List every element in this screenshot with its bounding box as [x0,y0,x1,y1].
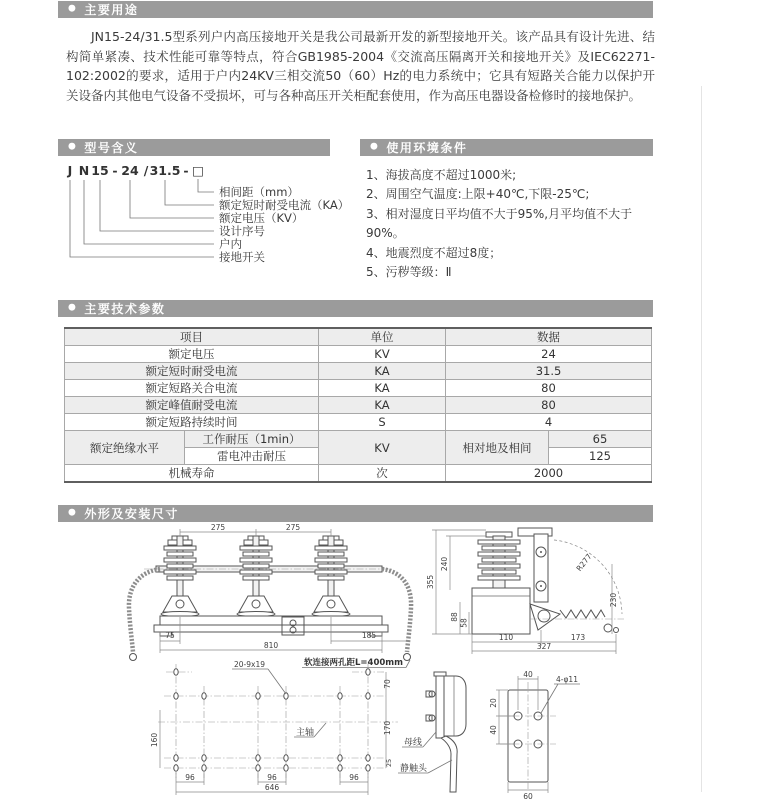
bullet-icon: ● [68,141,78,152]
page-edge-line [701,86,702,792]
svg-text:31.5: 31.5 [149,163,181,178]
svg-text:160: 160 [150,732,159,748]
svg-text:40: 40 [489,725,498,735]
svg-text:额定电压（KV）: 额定电压（KV） [219,211,304,225]
bullet-icon: ● [370,141,380,152]
environment-item: 3、相对湿度日平均值不大于95%,月平均值不大于90%。 [366,206,633,241]
svg-text:327: 327 [536,642,552,651]
svg-text:相间距（mm）: 相间距（mm） [219,185,299,199]
table-row: 额定短路持续时间 S 4 [65,414,652,431]
base-frame [154,616,388,636]
section-title-model: 型号含义 [84,141,139,155]
svg-text:40: 40 [523,670,533,679]
bullet-icon: ● [68,3,78,14]
model-code [67,163,204,178]
front-view-dimensions [160,524,407,653]
side-insulator [478,532,520,590]
plan-callouts [232,660,326,738]
environment-item: 2、周围空气温度:上限+40℃,下限-25℃; [366,187,590,202]
svg-text:20-9x19: 20-9x19 [234,660,266,669]
section-header-model [58,139,330,156]
static-contact-detail-drawing [398,660,604,800]
environment-item: 5、污秽等级：Ⅱ [366,265,452,280]
section-header-parameters [58,300,653,317]
svg-text:88: 88 [450,612,459,622]
model-designation-diagram [62,162,358,268]
bullet-icon: ● [68,507,78,518]
svg-text:96: 96 [349,773,359,782]
usage-paragraph: JN15-24/31.5型系列户内高压接地开关是我公司最新开发的新型接地开关。该产品具有设计先进、结构简单紧凑、技术性能可靠等特点，符合GB1985-2004《交流高压隔离开关和接地开关》及IEC62271-102:2002的要求，适用于户内24KV三相交流50（60）Hz的电力系统中；它具有短路关合能力以保护开关设备内其他电气设备不受损坏，可与各种高压开关柜配套使用，作为高压电器设备检修时的接地保护。 [66,29,655,103]
svg-text:230: 230 [609,592,618,608]
plan-holes [174,669,370,771]
svg-text:96: 96 [185,773,195,782]
svg-text:24: 24 [121,163,139,178]
svg-text:15: 15 [91,163,109,178]
plan-centerlines [158,664,398,778]
svg-text:设计序号: 设计序号 [219,224,265,238]
svg-text:软连接两孔距L=400mm: 软连接两孔距L=400mm [304,658,403,668]
col-header-item: 项目 [65,328,319,346]
svg-text:240: 240 [440,556,449,572]
plan-dimensions [150,672,393,795]
svg-text:主轴: 主轴 [296,728,315,738]
svg-text:275: 275 [285,524,301,532]
section-title-usage: 主要用途 [84,3,139,17]
arc-radius-label: R277 [574,551,594,573]
table-row-insulation-2: 雷电冲击耐压 125 [65,448,652,465]
section-title-parameters: 主要技术参数 [84,302,166,316]
table-header-row [65,328,652,346]
front-view-drawing [116,524,422,672]
svg-text:60: 60 [523,792,533,800]
svg-text:□: □ [192,163,204,178]
section-title-dimensions: 外形及安装尺寸 [84,507,179,521]
side-housing [472,588,530,634]
svg-text:110: 110 [498,633,514,642]
svg-text:185: 185 [361,631,377,640]
svg-text:173: 173 [570,633,586,642]
side-view-drawing [426,524,628,660]
section-header-environment [360,139,653,156]
table-row-insulation-1: 额定绝缘水平 工作耐压（1min） KV 相对地及相间 65 [65,431,652,448]
table-row: 额定电压 KV 24 [65,346,652,363]
svg-text:75: 75 [165,631,175,640]
section-header-dimensions [58,505,653,522]
svg-text:20: 20 [489,698,498,708]
col-header-value: 数据 [446,328,652,346]
environment-item: 1、海拔高度不超过1000米; [366,168,517,182]
environment-list [366,166,666,282]
environment-item: 4、地震烈度不超过8度； [366,245,502,260]
table-row: 额定短路关合电流 KA 80 [65,380,652,397]
svg-text:接地开关: 接地开关 [219,250,265,264]
svg-text:-: - [183,163,189,178]
svg-text:静触头: 静触头 [400,764,428,774]
svg-text:646: 646 [264,783,280,792]
svg-text:275: 275 [210,524,226,532]
svg-text:96: 96 [267,773,277,782]
svg-text:J: J [67,163,73,178]
table-row: 额定短时耐受电流 KA 31.5 [65,363,652,380]
svg-text:25: 25 [385,758,393,768]
svg-text:-: - [112,163,118,178]
terminal-plate [500,682,556,790]
svg-text:N: N [78,163,90,178]
svg-text:355: 355 [426,574,435,590]
col-header-unit: 单位 [319,328,446,346]
svg-text:额定短时耐受电流（KA）: 额定短时耐受电流（KA） [219,198,350,212]
svg-text:170: 170 [383,720,392,736]
bullet-icon: ● [68,302,78,313]
svg-text:户内: 户内 [219,237,242,251]
side-linkage-spring [530,604,624,633]
section-header-usage [58,1,653,18]
svg-text:母线: 母线 [404,738,423,748]
svg-text:4-φ11: 4-φ11 [556,675,578,684]
insulator-poles [161,536,350,617]
table-row: 额定峰值耐受电流 KA 80 [65,397,652,414]
svg-text:810: 810 [263,641,279,650]
svg-text:/: / [143,163,149,178]
svg-text:70: 70 [383,679,392,689]
model-connector-lines [70,179,214,257]
mounting-plan-drawing [146,658,416,800]
parameters-table [64,327,652,483]
contact-profile [426,672,466,792]
table-row: 机械寿命 次 2000 [65,465,652,483]
svg-text:58: 58 [459,618,469,628]
section-title-environment: 使用环境条件 [386,141,468,155]
model-labels [219,185,349,264]
